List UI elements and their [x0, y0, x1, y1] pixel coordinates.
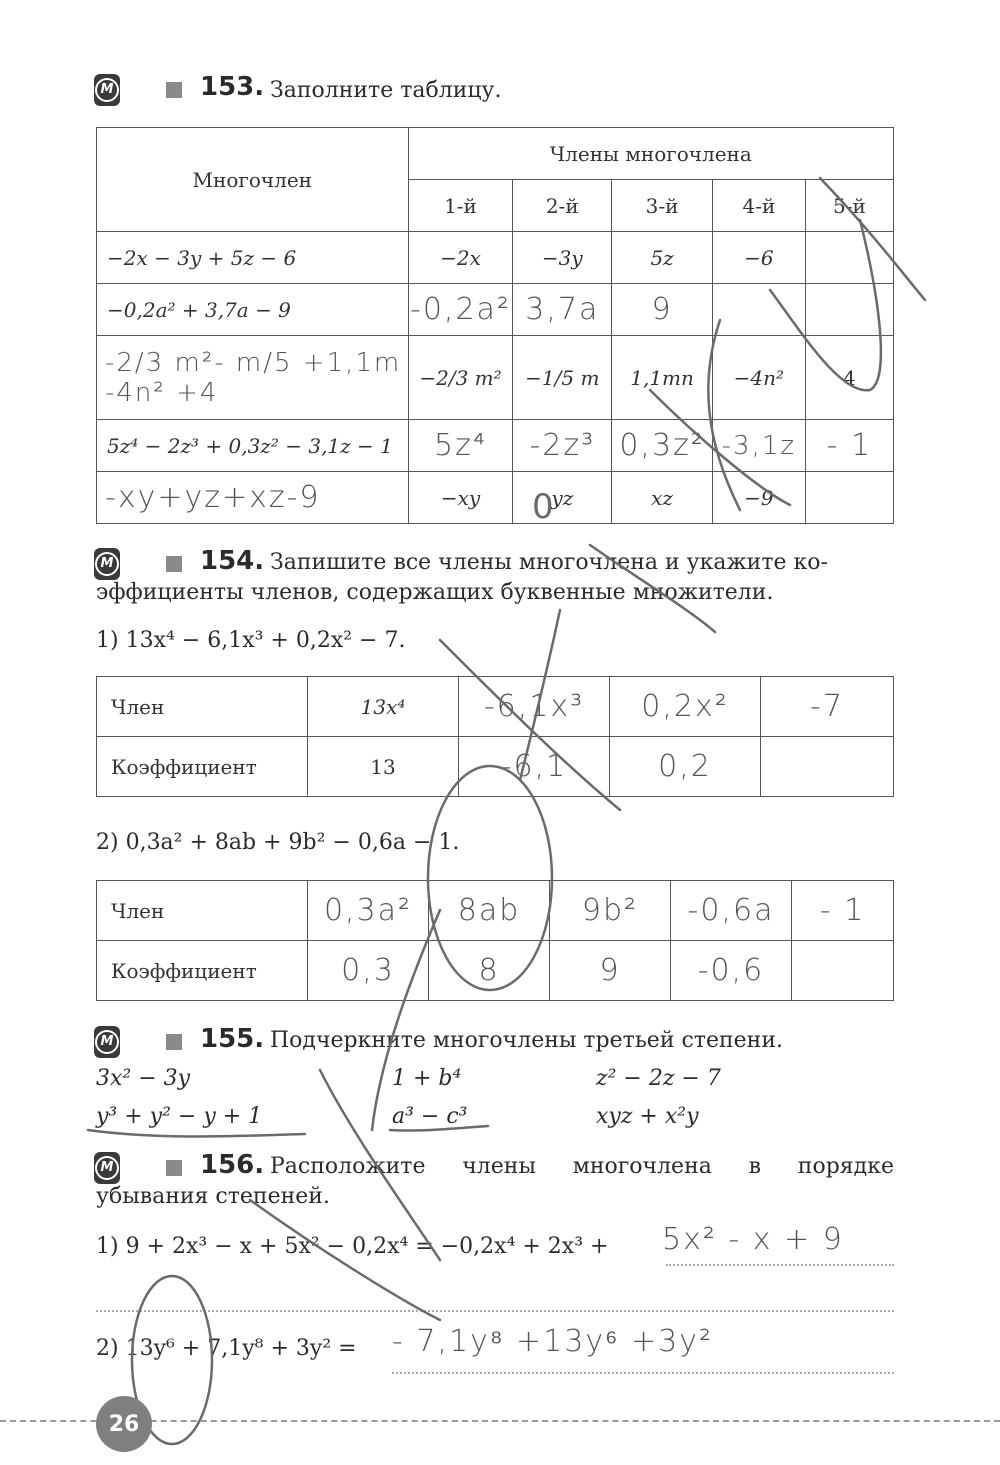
t1-label-coef: Коэффициент	[97, 737, 308, 797]
header-col-1: 1-й	[408, 180, 513, 232]
task-153-text: Заполните таблицу.	[270, 78, 502, 103]
row3-cell3: 1,1mn	[612, 336, 713, 420]
row1-poly: −2x − 3y + 5z − 6	[97, 232, 409, 284]
header-col-2: 2-й	[513, 180, 612, 232]
t2-term-5: - 1	[792, 881, 894, 941]
task-155-item-2: 1 + b⁴	[392, 1066, 462, 1091]
task-154-part2: 2) 0,3a² + 8ab + 9b² − 0,6a − 1.	[96, 830, 460, 855]
t2-term-2: 8ab	[429, 881, 550, 941]
task-156-eq1-answer: 5x² - x + 9	[662, 1222, 844, 1257]
t1-term-3: 0,2x²	[610, 677, 761, 737]
task-153-marker-icon: М	[94, 74, 120, 106]
scribble-stroke-4	[650, 390, 790, 505]
header-col-4: 4-й	[712, 180, 805, 232]
t2-term-3: 9b²	[550, 881, 671, 941]
row2-cell3: 9	[612, 284, 713, 336]
scribble-stroke-7	[520, 610, 560, 780]
row2-cell1: -0,2a²	[408, 284, 513, 336]
row1-cell2: −3y	[513, 232, 612, 284]
header-members: Члены многочлена	[408, 128, 893, 180]
row5-cell4: −9	[712, 472, 805, 524]
t2-coef-1: 0,3	[308, 941, 429, 1001]
row4-cell1: 5z⁴	[408, 420, 513, 472]
row3-cell2: −1/5 m	[513, 336, 612, 420]
task-155-text: Подчеркните многочлены третьей степени.	[270, 1028, 783, 1053]
underline-item-4	[88, 1130, 305, 1137]
row5-cell3: xz	[612, 472, 713, 524]
row1-cell3: 5z	[612, 232, 713, 284]
t1-coef-1: 13	[308, 737, 459, 797]
task-154-text-line1: Запишите все члены многочлена и укажите ко-	[270, 550, 828, 575]
t2-coef-2: 8	[429, 941, 550, 1001]
handwritten-zero: 0	[532, 487, 554, 527]
task-154-part1: 1) 13x⁴ − 6,1x³ + 0,2x² − 7.	[96, 628, 406, 653]
t1-coef-3: 0,2	[610, 737, 761, 797]
t2-label-term: Член	[97, 881, 308, 941]
header-col-5: 5-й	[805, 180, 893, 232]
task-155-item-6: xyz + x²y	[596, 1104, 699, 1129]
row3-cell4: −4n²	[712, 336, 805, 420]
task-153-number: 153.	[200, 72, 265, 102]
task-154-text-line2: эффициенты членов, содержащих буквенные множители.	[96, 580, 774, 605]
row3-poly: -2/3 m²- m/5 +1,1m -4n² +4	[97, 336, 409, 420]
row2-cell2: 3,7a	[513, 284, 612, 336]
row2-poly: −0,2a² + 3,7a − 9	[97, 284, 409, 336]
task-155-item-3: z² − 2z − 7	[596, 1066, 721, 1091]
task-156-eq1-left: 1) 9 + 2x³ − x + 5x² − 0,2x⁴ = −0,2x⁴ + 2x³ +	[96, 1234, 609, 1259]
row3-cell1: −2/3 m²	[408, 336, 513, 420]
row5-cell2: yz	[513, 472, 612, 524]
task-156-eq2-answer: - 7,1y⁸ +13y⁶ +3y²	[392, 1324, 713, 1359]
scribble-stroke-3	[708, 320, 740, 510]
scribble-stroke-9	[372, 910, 440, 1130]
underline-item-5	[390, 1126, 488, 1131]
task-156-marker-icon: М	[94, 1152, 120, 1184]
task-156-number: 156.	[200, 1150, 265, 1180]
row3-cell5: 4	[805, 336, 893, 420]
t2-term-4: -0,6a	[671, 881, 792, 941]
scribble-stroke-5	[590, 545, 715, 632]
task-155-marker-icon: М	[94, 1026, 120, 1058]
t1-term-2: -6,1x³	[459, 677, 610, 737]
row1-cell4: −6	[712, 232, 805, 284]
task-156-text-line1: Расположите члены многочлена в порядке	[270, 1154, 894, 1179]
row4-cell2: -2z³	[513, 420, 612, 472]
row5-poly: -xy+yz+xz-9	[97, 472, 409, 524]
row4-cell4: -3,1z	[712, 420, 805, 472]
header-polynomial: Многочлен	[97, 128, 409, 232]
page-number: 26	[96, 1396, 152, 1452]
scribble-stroke-6	[440, 640, 620, 810]
scribble-stroke-10	[320, 1070, 440, 1260]
scribble-stroke-8	[428, 766, 552, 990]
task-155-item-1: 3x² − 3y	[96, 1066, 191, 1091]
row4-cell5: - 1	[805, 420, 893, 472]
t2-coef-3: 9	[550, 941, 671, 1001]
t1-term-4: -7	[761, 677, 894, 737]
t1-label-term: Член	[97, 677, 308, 737]
row4-cell3: 0,3z²	[612, 420, 713, 472]
header-col-3: 3-й	[612, 180, 713, 232]
scribble-stroke-2	[770, 220, 881, 390]
t2-label-coef: Коэффициент	[97, 941, 308, 1001]
t1-coef-2: -6,1	[459, 737, 610, 797]
row4-poly: 5z⁴ − 2z³ + 0,3z² − 3,1z − 1	[97, 420, 409, 472]
row5-cell1: −xy	[408, 472, 513, 524]
task-155-number: 155.	[200, 1024, 265, 1054]
task-155-item-5: a³ − c³	[392, 1104, 468, 1129]
t2-term-1: 0,3a²	[308, 881, 429, 941]
task-156-text-line2: убывания степеней.	[96, 1184, 330, 1209]
task-155-item-4: y³ + y² − y + 1	[96, 1104, 263, 1129]
row1-cell1: −2x	[408, 232, 513, 284]
task-154-number: 154.	[200, 546, 265, 576]
t2-coef-4: -0,6	[671, 941, 792, 1001]
t1-term-1: 13x⁴	[308, 677, 459, 737]
task-156-eq2-left: 2) 13y⁶ + 7,1y⁸ + 3y² =	[96, 1336, 357, 1361]
task-154-marker-icon: М	[94, 548, 120, 580]
